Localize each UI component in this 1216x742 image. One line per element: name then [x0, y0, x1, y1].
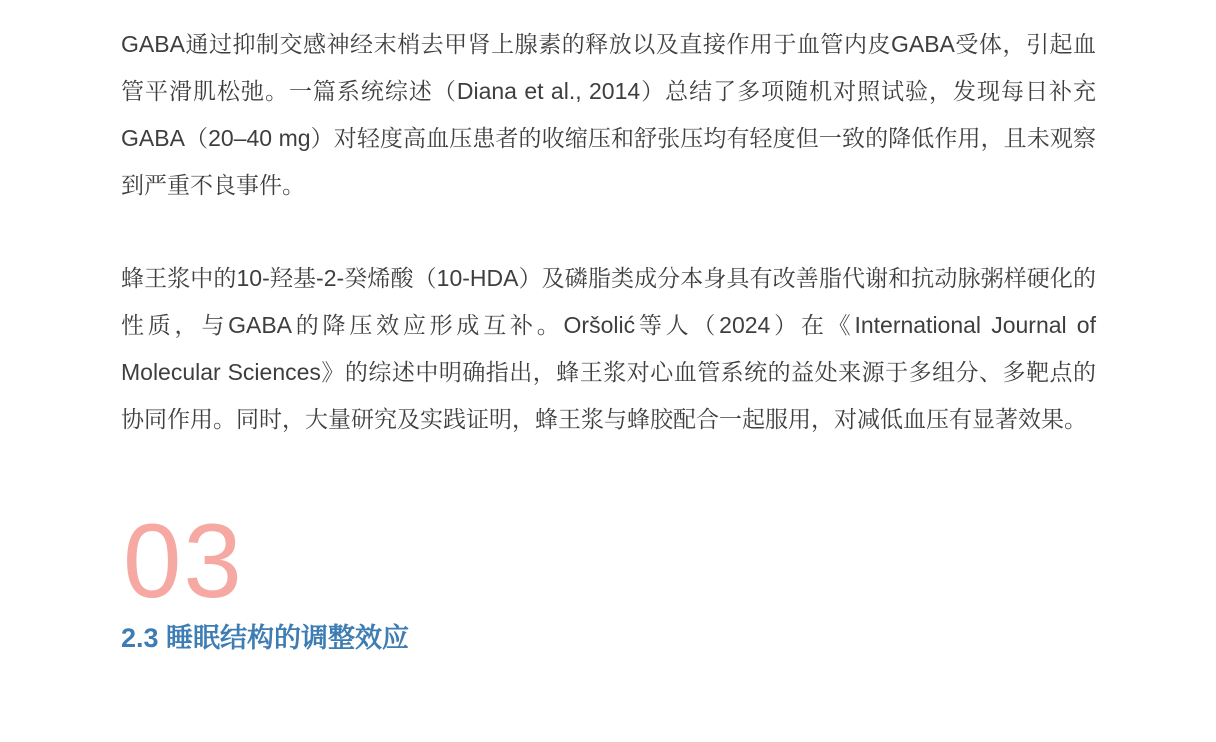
section-heading-sleep-structure: 2.3 睡眠结构的调整效应: [121, 623, 410, 653]
paragraph-royal-jelly-synergy: 蜂王浆中的10-羟基-2-癸烯酸（10-HDA）及磷脂类成分本身具有改善脂代谢和抗动脉粥样硬化的性质，与GABA的降压效应形成互补。Oršolić等人（2024）在《International Journal of Molecular Sciences》的综述中明确指出，蜂王浆对心血管系统的益处来源于多组分、多靶点的协同作用。同时，大量研究及实践证明，蜂王浆与蜂胶配合一起服用，对减低血压有显著效果。: [121, 265, 1096, 432]
section-number: 03: [123, 503, 244, 620]
paragraph-gaba-blood-pressure: GABA通过抑制交感神经末梢去甲肾上腺素的释放以及直接作用于血管内皮GABA受体，引起血管平滑肌松弛。一篇系统综述（Diana et al., 2014）总结了多项随机对照试验，发现每日补充GABA（20–40 mg）对轻度高血压患者的收缩压和舒张压均有轻度但一致的降低作用，且未观察到严重不良事件。: [121, 31, 1096, 198]
